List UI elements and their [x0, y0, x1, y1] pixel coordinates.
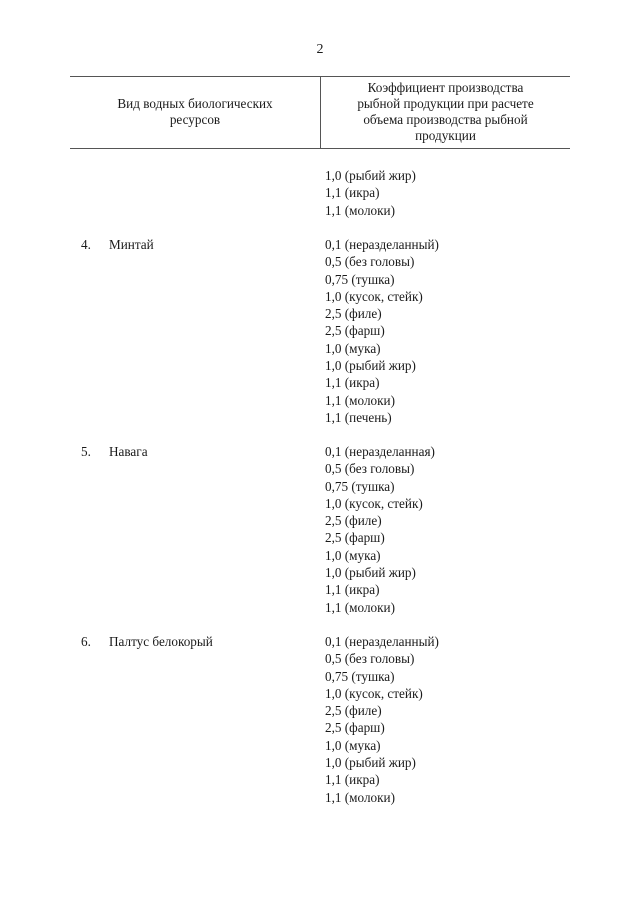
coefficient-item: 1,1 (икра): [325, 772, 380, 788]
coefficient-list: [325, 236, 439, 426]
header-coefficient-line-1: Коэффициент производства: [367, 80, 524, 95]
header-species-line-1: Вид водных биологических: [117, 96, 273, 111]
coefficient-item: 1,1 (икра): [325, 185, 380, 201]
header-coefficient-line-3: объема производства рыбной: [363, 112, 528, 127]
coefficient-item: 2,5 (фарш): [325, 530, 385, 546]
coefficient-item: 1,0 (рыбий жир): [325, 565, 416, 581]
coefficient-item: 2,5 (филе): [325, 306, 382, 322]
species-name: Минтай: [109, 237, 154, 252]
coefficient-item: 0,1 (неразделанный): [325, 634, 439, 649]
coefficient-item: 1,0 (мука): [325, 737, 381, 753]
coefficient-item: 1,1 (печень): [325, 409, 392, 425]
coefficient-item: 1,1 (молоки): [325, 392, 395, 408]
coefficient-item: 0,1 (неразделанный): [325, 237, 439, 252]
coefficient-item: 1,0 (мука): [325, 340, 381, 356]
species-name: Палтус белокорый: [109, 634, 213, 649]
coefficient-item: 0,75 (тушка): [325, 478, 395, 494]
header-species-column: [70, 96, 320, 128]
coefficient-item: 0,1 (неразделанная): [325, 444, 435, 459]
coefficient-item: 1,0 (кусок, стейк): [325, 685, 423, 701]
header-coefficient-line-2: рыбной продукции при расчете: [357, 96, 534, 111]
coefficient-item: 1,0 (рыбий жир): [325, 168, 416, 183]
coefficient-item: 2,5 (фарш): [325, 323, 385, 339]
row-number: 6.: [81, 634, 91, 649]
coefficient-item: 0,75 (тушка): [325, 271, 395, 287]
continuation-coefficient-list: [325, 167, 416, 219]
row-number: 5.: [81, 444, 91, 459]
header-coefficient-column: [321, 80, 570, 144]
coefficient-list: [325, 443, 435, 616]
coefficient-item: 1,1 (икра): [325, 582, 380, 598]
coefficient-item: 1,1 (молоки): [325, 599, 395, 615]
coefficient-item: 1,1 (молоки): [325, 202, 395, 218]
coefficient-list: [325, 633, 439, 806]
coefficient-item: 0,5 (без головы): [325, 254, 415, 270]
coefficient-item: 2,5 (филе): [325, 703, 382, 719]
coefficient-item: 2,5 (фарш): [325, 720, 385, 736]
coefficient-item: 1,1 (молоки): [325, 789, 395, 805]
row-number: 4.: [81, 237, 91, 252]
coefficient-item: 1,0 (рыбий жир): [325, 755, 416, 771]
coefficient-item: 1,0 (мука): [325, 547, 381, 563]
coefficient-item: 2,5 (филе): [325, 513, 382, 529]
coefficient-item: 0,75 (тушка): [325, 668, 395, 684]
table-header-bottom-rule: [70, 148, 570, 149]
page-number: 2: [316, 42, 324, 57]
coefficient-item: 1,0 (рыбий жир): [325, 358, 416, 374]
coefficient-item: 1,0 (кусок, стейк): [325, 288, 423, 304]
header-coefficient-line-4: продукции: [415, 128, 476, 143]
coefficient-item: 0,5 (без головы): [325, 651, 415, 667]
coefficient-item: 0,5 (без головы): [325, 461, 415, 477]
coefficient-item: 1,0 (кусок, стейк): [325, 495, 423, 511]
coefficient-item: 1,1 (икра): [325, 375, 380, 391]
species-name: Навага: [109, 444, 148, 459]
header-species-line-2: ресурсов: [169, 112, 221, 127]
